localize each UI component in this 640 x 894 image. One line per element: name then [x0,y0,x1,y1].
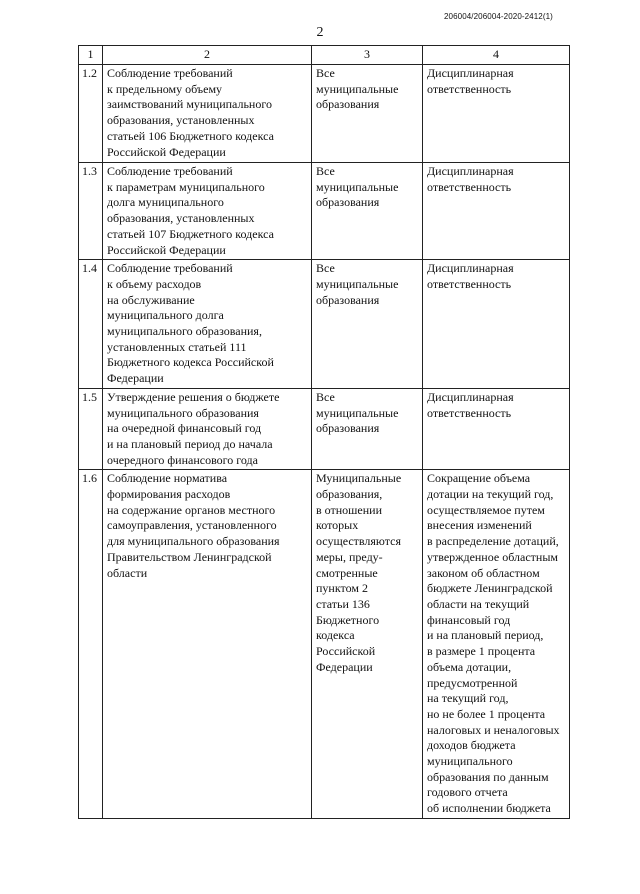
table-header-row [79,46,570,65]
requirement-cell: Утверждение решения о бюджете муниципального образования на очередной финансовый год и на плановый период до начала очередного финансового года [103,388,312,470]
requirements-table [78,45,570,819]
header-cell-4: 4 [423,46,570,65]
scope-cell: Все муниципальные образования [312,388,423,470]
row-number: 1.2 [79,65,103,163]
measure-cell: Дисциплинарная ответственность [423,163,570,260]
measure-cell: Дисциплинарная ответственность [423,260,570,389]
table-row [79,470,570,819]
scope-cell: Муниципальные образования, в отношении которых осуществляются меры, преду- смотренные пунктом 2 статьи 136 Бюджетного кодекса Российской Федерации [312,470,423,819]
requirement-cell: Соблюдение требований к объему расходов на обслуживание муниципального долга муниципального образования, установленных статьей 111 Бюджетного кодекса Российской Федерации [103,260,312,389]
requirement-cell: Соблюдение требований к предельному объему заимствований муниципального образования, установленных статьей 106 Бюджетного кодекса Российской Федерации [103,65,312,163]
measure-cell: Сокращение объема дотации на текущий год, осуществляемое путем внесения изменений в распределение дотаций, утвержденное областным законом об областном бюджете Ленинградской области на текущий финансовый год и на плановый период, в размере 1 процента объема дотации, предусмотренной на текущий год, но не более 1 процента налоговых и неналоговых доходов бюджета муниципального образования по данным годового отчета об исполнении бюджета [423,470,570,819]
row-number: 1.6 [79,470,103,819]
header-cell-1: 1 [79,46,103,65]
table-row [79,260,570,389]
row-number: 1.3 [79,163,103,260]
header-cell-3: 3 [312,46,423,65]
document-id: 206004/206004-2020-2412(1) [444,12,553,21]
requirement-cell: Соблюдение требований к параметрам муниципального долга муниципального образования, установленных статьей 107 Бюджетного кодекса Российской Федерации [103,163,312,260]
table-row [79,388,570,470]
table-row [79,163,570,260]
row-number: 1.4 [79,260,103,389]
scope-cell: Все муниципальные образования [312,163,423,260]
header-cell-2: 2 [103,46,312,65]
scope-cell: Все муниципальные образования [312,65,423,163]
requirement-cell: Соблюдение норматива формирования расходов на содержание органов местного самоуправления, установленного для муниципального образования Правительством Ленинградской области [103,470,312,819]
measure-cell: Дисциплинарная ответственность [423,65,570,163]
table-row [79,65,570,163]
measure-cell: Дисциплинарная ответственность [423,388,570,470]
scope-cell: Все муниципальные образования [312,260,423,389]
row-number: 1.5 [79,388,103,470]
page-number: 2 [316,25,324,40]
